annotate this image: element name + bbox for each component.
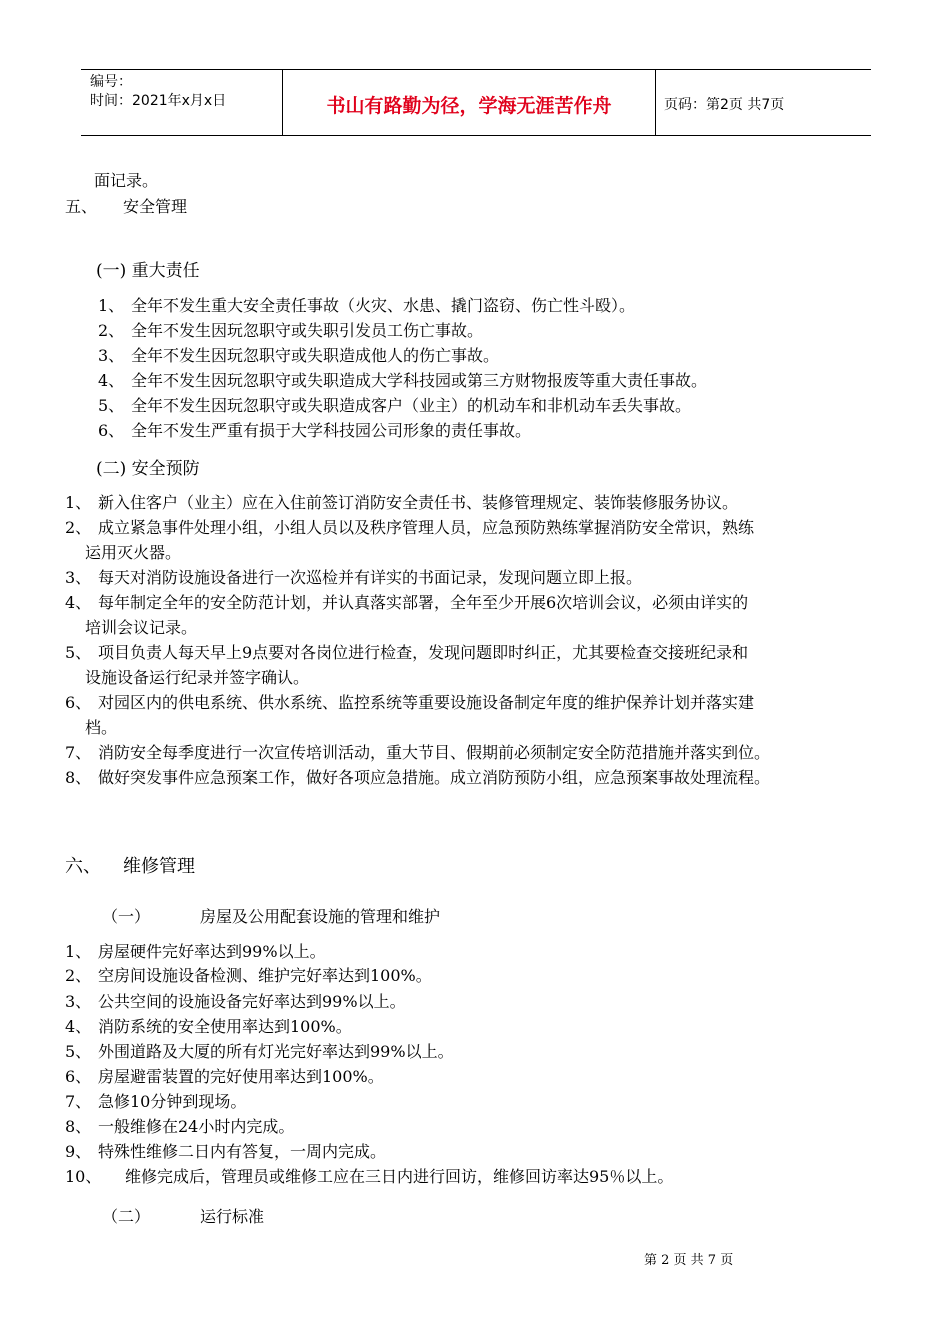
list-item: 消防系统的安全使用率达到100%。	[98, 1017, 352, 1036]
list-item-number: 10、	[65, 1167, 102, 1186]
list-item-number: 4、	[98, 371, 125, 390]
list-item: 新入住客户（业主）应在入住前签订消防安全责任书、装修管理规定、装饰装修服务协议。	[98, 493, 739, 512]
list-item-number: 6、	[65, 1067, 92, 1086]
section-5-title: 安全管理	[123, 197, 188, 216]
list-item: 全年不发生因玩忽职守或失职造成客户（业主）的机动车和非机动车丢失事故。	[131, 396, 692, 415]
header-page-info: 页码：第2页 共7页	[664, 97, 785, 113]
list-item: 一般维修在24小时内完成。	[98, 1117, 295, 1136]
list-item-number: 4、	[65, 593, 92, 612]
header-bottom-rule	[81, 135, 871, 136]
list-item: 全年不发生因玩忽职守或失职引发员工伤亡事故。	[131, 321, 484, 340]
list-item-number: 5、	[65, 643, 92, 662]
list-item: 全年不发生因玩忽职守或失职造成他人的伤亡事故。	[131, 346, 500, 365]
list-item-number: 8、	[65, 1117, 92, 1136]
list-item: 每年制定全年的安全防范计划，并认真落实部署，全年至少开展6次培训会议，必须由详实的	[98, 593, 749, 612]
section-6-number: 六、	[65, 856, 101, 877]
list-item: 公共空间的设施设备完好率达到99%以上。	[98, 992, 406, 1011]
list-item: 全年不发生因玩忽职守或失职造成大学科技园或第三方财物报废等重大责任事故。	[131, 371, 708, 390]
header-divider-right	[655, 69, 656, 135]
list-item: 房屋避雷装置的完好使用率达到100%。	[98, 1067, 384, 1086]
list-item: 房屋硬件完好率达到99%以上。	[98, 942, 326, 961]
list-item: 对园区内的供电系统、供水系统、监控系统等重要设施设备制定年度的维护保养计划并落实建	[98, 693, 755, 712]
list-item-number: 6、	[98, 421, 125, 440]
list-item-number: 1、	[65, 493, 92, 512]
list-item: 全年不发生严重有损于大学科技园公司形象的责任事故。	[131, 421, 532, 440]
list-item: 每天对消防设施设备进行一次巡检并有详实的书面记录，发现问题立即上报。	[98, 568, 643, 587]
list-item-number: 9、	[65, 1142, 92, 1161]
list-item-number: 3、	[65, 992, 92, 1011]
list-item: 成立紧急事件处理小组，小组人员以及秩序管理人员，应急预防熟练掌握消防安全常识，熟练	[98, 518, 755, 537]
section-6-sub1-number: （一）	[102, 907, 151, 926]
list-item: 特殊性维修二日内有答复，一周内完成。	[98, 1142, 387, 1161]
section-6-sub2-number: （二）	[102, 1207, 151, 1226]
list-item: 项目负责人每天早上9点要对各岗位进行检查，发现问题即时纠正，尤其要检查交接班纪录和	[98, 643, 749, 662]
list-item-number: 3、	[98, 346, 125, 365]
section-5-sub1-heading: (一) 重大责任	[96, 261, 200, 281]
list-item-number: 2、	[98, 321, 125, 340]
list-item: 全年不发生重大安全责任事故（火灾、水患、撬门盗窃、伤亡性斗殴）。	[131, 296, 636, 315]
list-item-number: 3、	[65, 568, 92, 587]
list-item-number: 2、	[65, 518, 92, 537]
list-item-continuation: 设施设备运行纪录并签字确认。	[85, 668, 310, 687]
list-item-number: 5、	[98, 396, 125, 415]
list-item-number: 5、	[65, 1042, 92, 1061]
section-6-sub2-title: 运行标准	[200, 1207, 265, 1226]
list-item: 做好突发事件应急预案工作，做好各项应急措施。成立消防预防小组，应急预案事故处理流程。	[98, 768, 771, 787]
list-item: 急修10分钟到现场。	[98, 1092, 247, 1111]
document-date: 时间：2021年x月x日	[90, 93, 227, 109]
header-divider-left	[282, 69, 283, 135]
list-item: 维修完成后，管理员或维修工应在三日内进行回访，维修回访率达95％以上。	[125, 1167, 674, 1186]
list-item-number: 6、	[65, 693, 92, 712]
section-5-number: 五、	[65, 197, 98, 216]
list-item: 外围道路及大厦的所有灯光完好率达到99%以上。	[98, 1042, 454, 1061]
list-item-number: 7、	[65, 1092, 92, 1111]
list-item-continuation: 培训会议记录。	[85, 618, 198, 637]
list-item-continuation: 运用灭火器。	[85, 543, 182, 562]
list-item-number: 1、	[65, 942, 92, 961]
continuation-text: 面记录。	[94, 171, 159, 190]
list-item: 空房间设施设备检测、维护完好率达到100%。	[98, 966, 432, 985]
header-top-rule	[81, 69, 871, 70]
section-6-sub1-title: 房屋及公用配套设施的管理和维护	[200, 907, 441, 926]
list-item-number: 8、	[65, 768, 92, 787]
list-item: 消防安全每季度进行一次宣传培训活动，重大节目、假期前必须制定安全防范措施并落实到位。	[98, 743, 771, 762]
section-6-title: 维修管理	[123, 856, 195, 877]
header-motto: 书山有路勤为径，学海无涯苦作舟	[326, 95, 612, 117]
document-number-label: 编号：	[90, 74, 132, 90]
list-item-continuation: 档。	[85, 718, 118, 737]
list-item-number: 7、	[65, 743, 92, 762]
list-item-number: 4、	[65, 1017, 92, 1036]
page-footer: 第 2 页 共 7 页	[644, 1253, 734, 1268]
list-item-number: 1、	[98, 296, 125, 315]
list-item-number: 2、	[65, 966, 92, 985]
section-5-sub2-heading: (二) 安全预防	[96, 459, 200, 479]
